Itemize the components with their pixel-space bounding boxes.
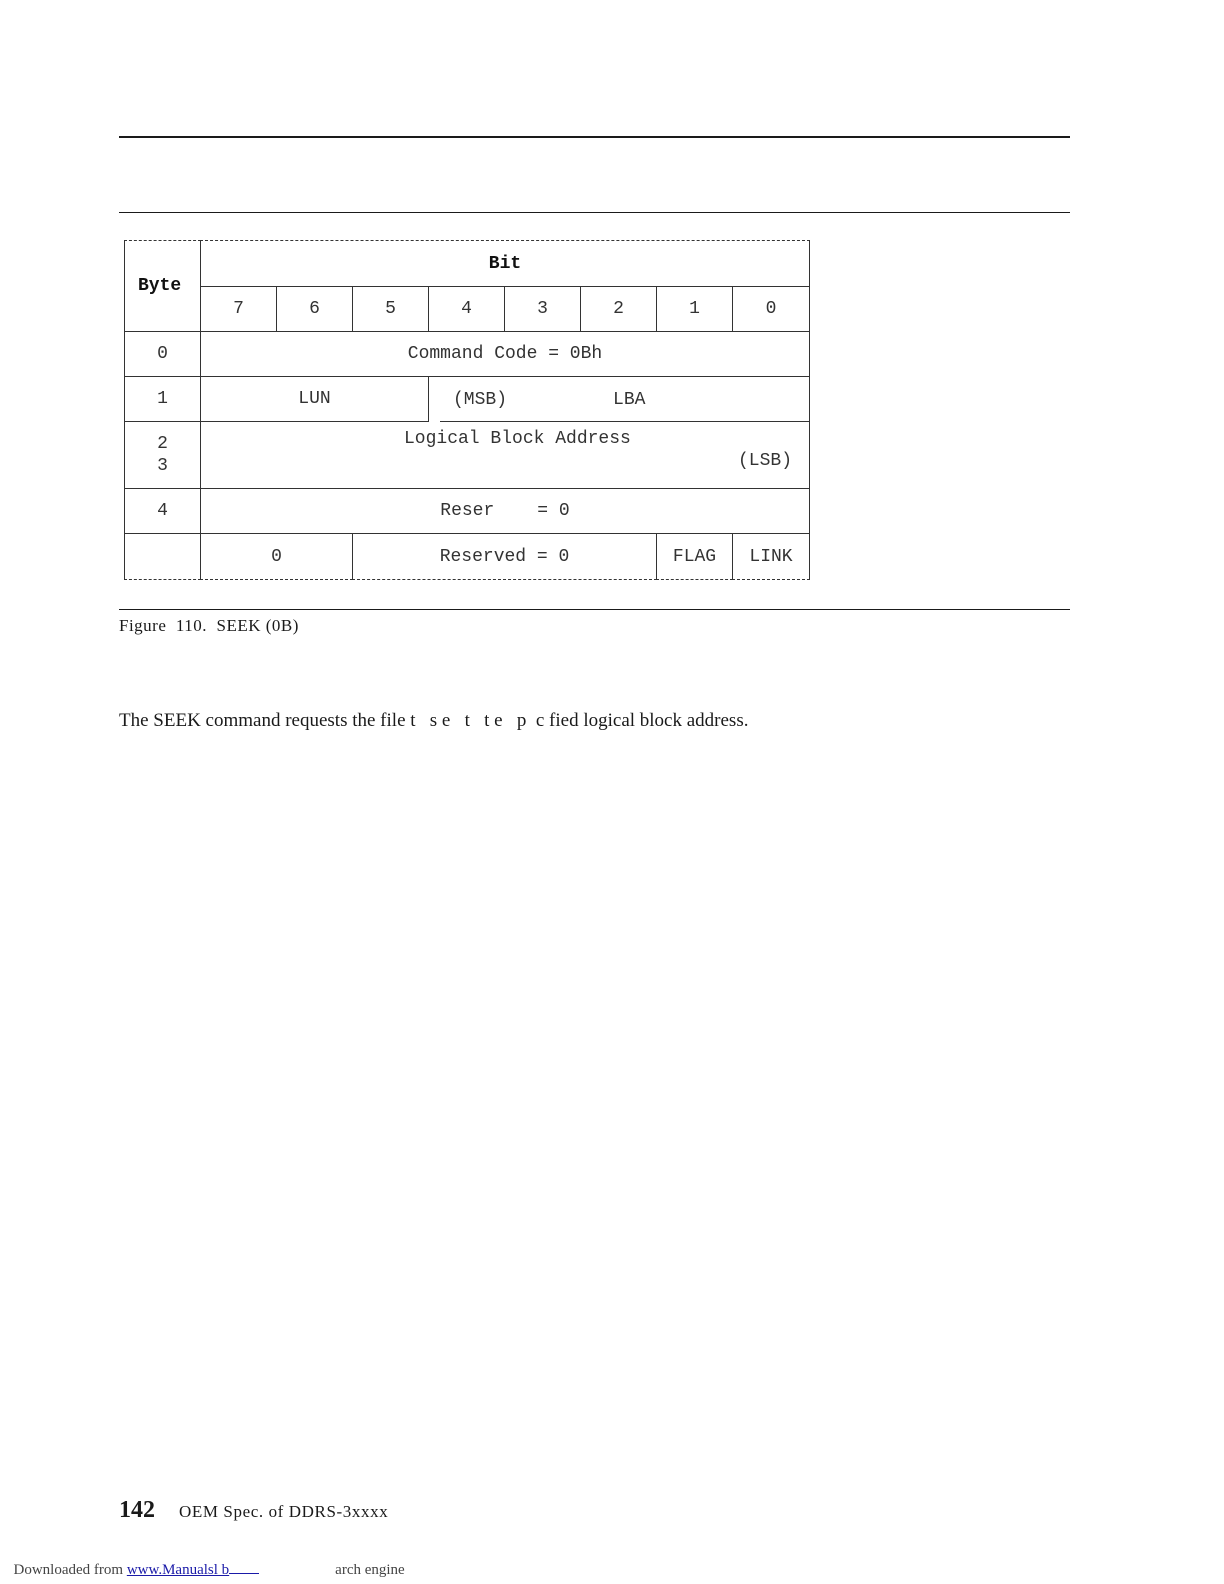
bit-number-4: 4 [428,286,505,332]
body-paragraph: The SEEK command requests the file t s e t t e p c fied logical block address. [119,710,749,731]
byte-2-label: 2 [157,434,168,454]
seek-command-table [124,240,810,580]
bit-number-0: 0 [732,286,810,332]
header-rule [119,212,1070,213]
page-footer [119,1497,388,1524]
top-rule [119,136,1070,138]
reserved-value: = 0 [537,501,570,521]
lun-field: LUN [200,376,429,422]
page-number: 142 [119,1497,155,1523]
command-code-field: Command Code = 0Bh [200,331,810,377]
byte-5-label [124,533,201,580]
figure-caption: Figure 110. SEEK (0B) [119,616,299,635]
flag-bit: FLAG [656,533,733,580]
byte-3-label: 3 [157,456,168,476]
byte-0-label: 0 [124,331,201,377]
byte-2-3-label [124,421,201,489]
bit-number-7: 7 [200,286,277,332]
link-underline-gap [229,1559,259,1574]
lba-label: LBA [613,389,646,410]
download-prefix: Downloaded from [13,1562,127,1578]
byte-header: Byte [124,240,201,332]
bit-number-6: 6 [276,286,353,332]
msb-label: (MSB) [453,389,508,410]
reserved-bits-field: Reserved = 0 [352,533,657,580]
download-suffix: arch engine [335,1562,405,1578]
bit-number-2: 2 [580,286,657,332]
bit-number-3: 3 [504,286,581,332]
bit-header: Bit [200,240,810,287]
lba-name-label: Logical Block Address [404,429,631,449]
document-title: OEM Spec. of DDRS-3xxxx [179,1502,389,1521]
lsb-label: (LSB) [738,451,793,471]
reserved-label: Reser [440,501,495,521]
link-bit: LINK [732,533,810,580]
bit-number-5: 5 [352,286,429,332]
bit-number-1: 1 [656,286,733,332]
vendor-unique-field: 0 [200,533,353,580]
caption-rule [119,609,1070,610]
download-link[interactable]: www.Manualsl b [126,1562,230,1578]
download-notice [6,1542,405,1579]
reserved-byte-field [200,488,810,534]
byte-1-label: 1 [124,376,201,422]
lba-msb-field [428,376,810,422]
byte-4-label: 4 [124,488,201,534]
logical-block-address-field [200,421,810,489]
